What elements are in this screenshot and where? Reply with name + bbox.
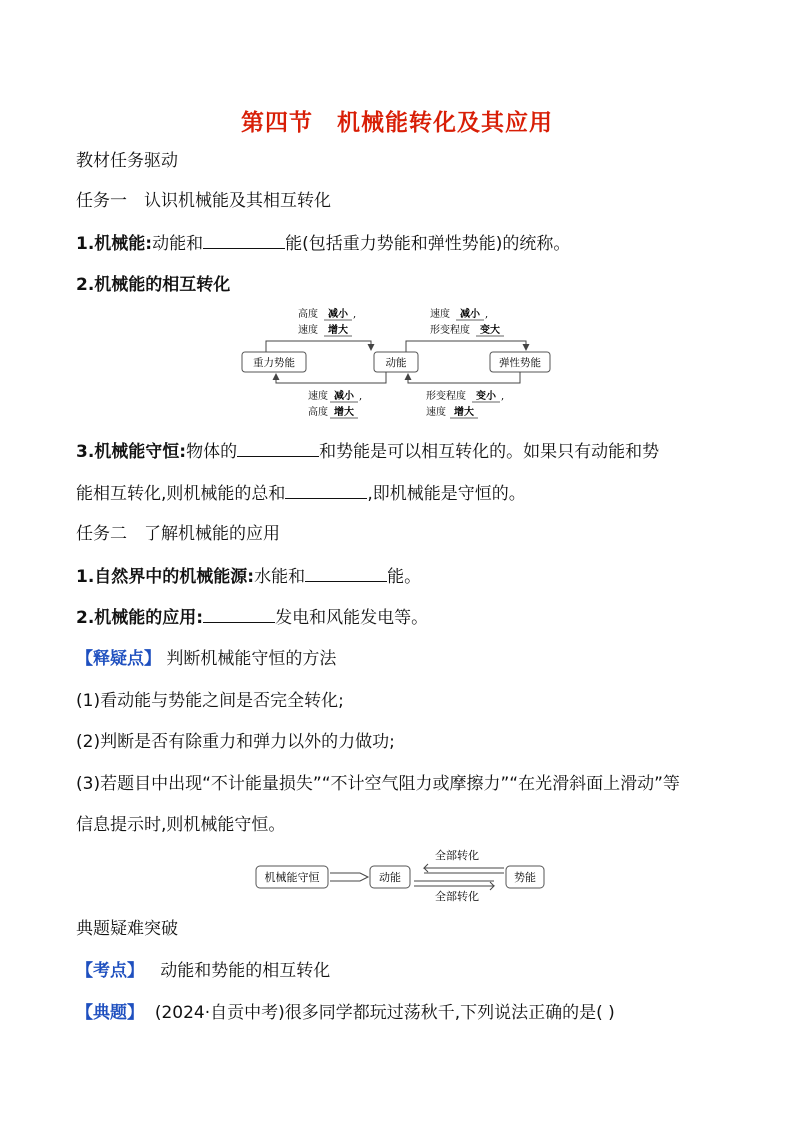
section-heading: 教材任务驱动 [76,151,178,171]
answer-blank[interactable] [237,440,319,457]
method-3-line1: (3)若题目中出现“不计能量损失”“不计空气阻力或摩擦力”“在光滑斜面上滑动”等 [76,774,680,794]
method-1: (1)看动能与势能之间是否完全转化; [76,691,344,711]
item-energy-sources [76,565,421,588]
item-text: 物体的 [186,442,238,462]
answer-blank[interactable] [305,565,387,582]
explain-tag: 【释疑点】 [76,649,161,669]
value-larger: 变大 [480,325,500,336]
comma: , [359,391,363,402]
item-label: 1.机械能: [76,234,153,254]
value-increase: 增大 [454,407,474,418]
node-potential-energy: 势能 [514,871,536,884]
item-text: 发电和风能发电等。 [275,608,429,628]
section-heading: 典题疑难突破 [76,919,178,939]
item-text: 能相互转化,则机械能的总和 [76,484,286,504]
item-applications [76,606,428,629]
page-title: 第四节 机械能转化及其应用 [241,110,553,136]
label-full-conversion: 全部转化 [435,849,479,862]
item-text: 水能和 [254,567,306,587]
value-increase: 增大 [334,407,354,418]
node-elastic-pe: 弹性势能 [499,357,541,369]
kaodian-line [76,960,330,982]
item-conservation-line2 [76,482,526,505]
item-conservation-line1 [76,440,659,463]
task-heading: 任务一 认识机械能及其相互转化 [76,191,331,211]
item-mechanical-energy [76,232,570,255]
comma: , [353,309,357,320]
kaodian-tag: 【考点】 [76,961,144,981]
item-label: 3.机械能守恒: [76,442,187,462]
conservation-diagram [252,846,552,902]
value-increase: 增大 [328,325,348,336]
item-text: 动能和 [152,234,204,254]
question-text: (2024·自贡中考)很多同学都玩过荡秋千,下列说法正确的是( ) [154,1003,615,1023]
label-full-conversion: 全部转化 [435,890,479,902]
value-decrease: 减小 [328,309,348,320]
item-text: 和势能是可以相互转化的。如果只有动能和势 [319,442,660,462]
item-heading: 2.机械能的相互转化 [76,275,231,295]
kaodian-text: 动能和势能的相互转化 [160,961,331,981]
task-heading: 任务二 了解机械能的应用 [76,524,280,544]
method-2: (2)判断是否有除重力和弹力以外的力做功; [76,732,395,752]
question-tag: 【典题】 [76,1003,144,1023]
explain-heading [76,648,336,670]
explain-text: 判断机械能守恒的方法 [166,649,337,669]
value-decrease: 减小 [334,391,354,402]
node-kinetic-energy: 动能 [385,357,407,369]
item-text: ,即机械能是守恒的。 [367,484,526,504]
node-gravitational-pe: 重力势能 [253,357,295,369]
answer-blank[interactable] [285,482,367,499]
value-decrease: 减小 [460,309,480,320]
value-smaller: 变小 [476,391,496,402]
label-deformation: 形变程度 [426,391,466,402]
label-speed: 速度 [308,391,328,402]
question-line [76,1002,615,1024]
method-3-line2: 信息提示时,则机械能守恒。 [76,815,286,835]
item-text: 能。 [387,567,422,587]
label-height: 高度 [298,309,318,320]
node-kinetic-energy: 动能 [379,871,401,884]
node-conservation: 机械能守恒 [264,871,320,884]
answer-blank[interactable] [203,232,285,249]
label-height: 高度 [308,407,328,418]
item-label: 2.机械能的应用: [76,608,204,628]
label-speed: 速度 [298,325,318,336]
label-deformation: 形变程度 [430,325,470,336]
label-speed: 速度 [426,407,446,418]
energy-conversion-diagram [236,300,556,420]
item-label: 1.自然界中的机械能源: [76,567,255,587]
comma: , [501,391,505,402]
label-speed: 速度 [430,309,450,320]
comma: , [485,309,489,320]
item-text: 能(包括重力势能和弹性势能)的统称。 [285,234,571,254]
answer-blank[interactable] [203,606,275,623]
